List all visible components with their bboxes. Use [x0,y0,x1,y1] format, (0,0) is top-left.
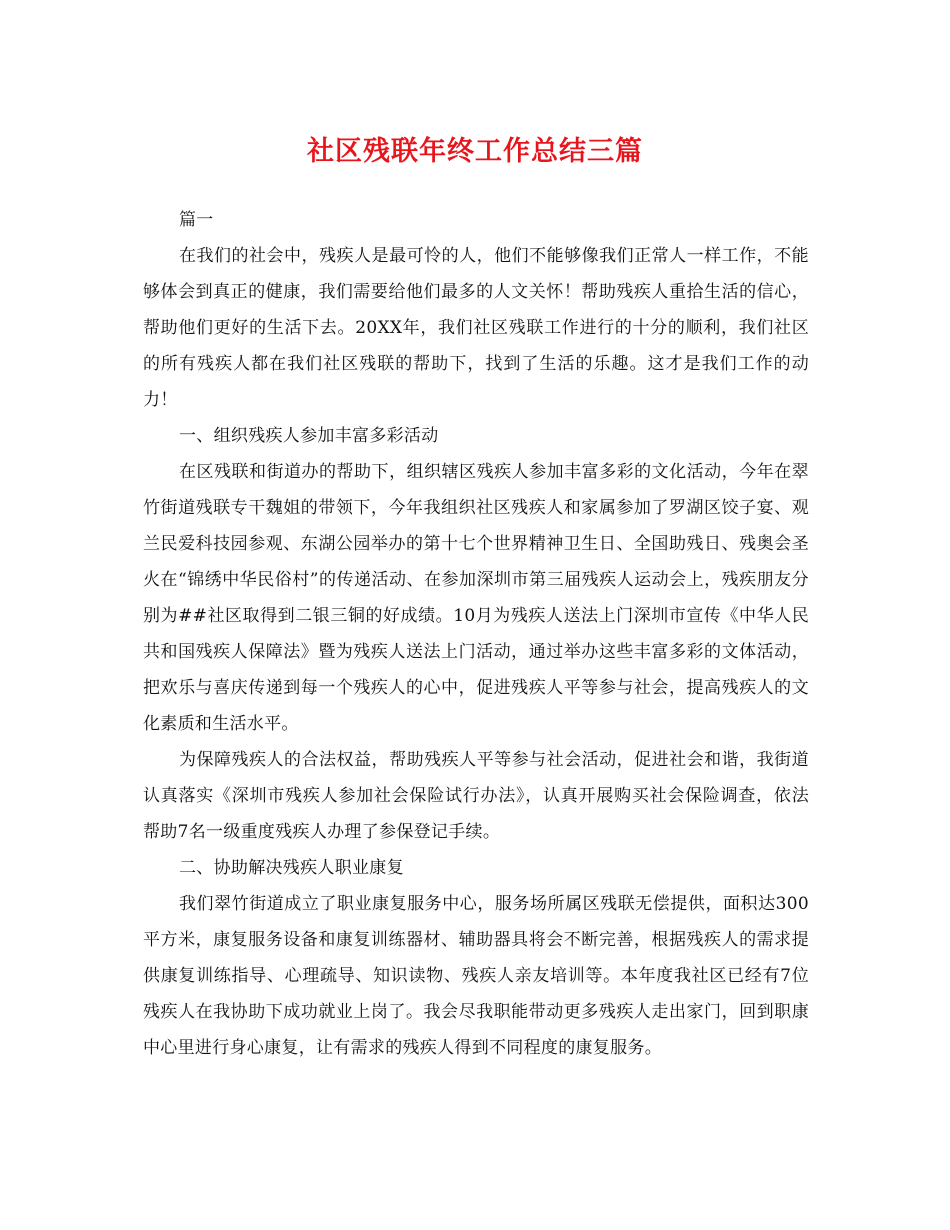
section-heading-activities: 一、组织残疾人参加丰富多彩活动 [179,426,439,446]
section-label-part-one: 篇一 [179,210,214,230]
insurance-paragraph: 为保障残疾人的合法权益，帮助残疾人平等参与社会活动，促进社会和谐，我街道认真落实《深圳市残疾人参加社会保险试行办法》，认真开展购买社会保险调查，依法帮助7名一级重度残疾人办理了参保登记手续。 [143,750,809,842]
rehabilitation-paragraph: 我们翠竹街道成立了职业康复服务中心，服务场所属区残联无偿提供，面积达300平方米，康复服务设备和康复训练器材、辅助器具将会不断完善，根据残疾人的需求提供康复训练指导、心理疏导、知识读物、残疾人亲友培训等。本年度我社区已经有7位残疾人在我协助下成功就业上岗了。我会尽我职能带动更多残疾人走出家门，回到职康中心里进行身心康复，让有需求的残疾人得到不同程度的康复服务。 [143,894,809,1058]
document-title: 社区残联年终工作总结三篇 [307,136,643,167]
section-heading-rehabilitation: 二、协助解决残疾人职业康复 [179,858,404,878]
document-body [143,202,809,1066]
intro-paragraph: 在我们的社会中，残疾人是最可怜的人，他们不能够像我们正常人一样工作，不能够体会到真正的健康，我们需要给他们最多的人文关怀！帮助残疾人重拾生活的信心，帮助他们更好的生活下去。20XX年，我们社区残联工作进行的十分的顺利，我们社区的所有残疾人都在我们社区残联的帮助下，找到了生活的乐趣。这才是我们工作的动力！ [143,246,809,410]
activities-paragraph: 在区残联和街道办的帮助下，组织辖区残疾人参加丰富多彩的文化活动，今年在翠竹街道残联专干魏姐的带领下，今年我组织社区残疾人和家属参加了罗湖区饺子宴、观兰民爱科技园参观、东湖公园举办的第十七个世界精神卫生日、全国助残日、残奥会圣火在“锦绣中华民俗村”的传递活动、在参加深圳市第三届残疾人运动会上，残疾朋友分别为##社区取得到二银三铜的好成绩。10月为残疾人送法上门深圳市宣传《中华人民共和国残疾人保障法》暨为残疾人送法上门活动，通过举办这些丰富多彩的文体活动，把欢乐与喜庆传递到每一个残疾人的心中，促进残疾人平等参与社会，提高残疾人的文化素质和生活水平。 [143,462,809,734]
